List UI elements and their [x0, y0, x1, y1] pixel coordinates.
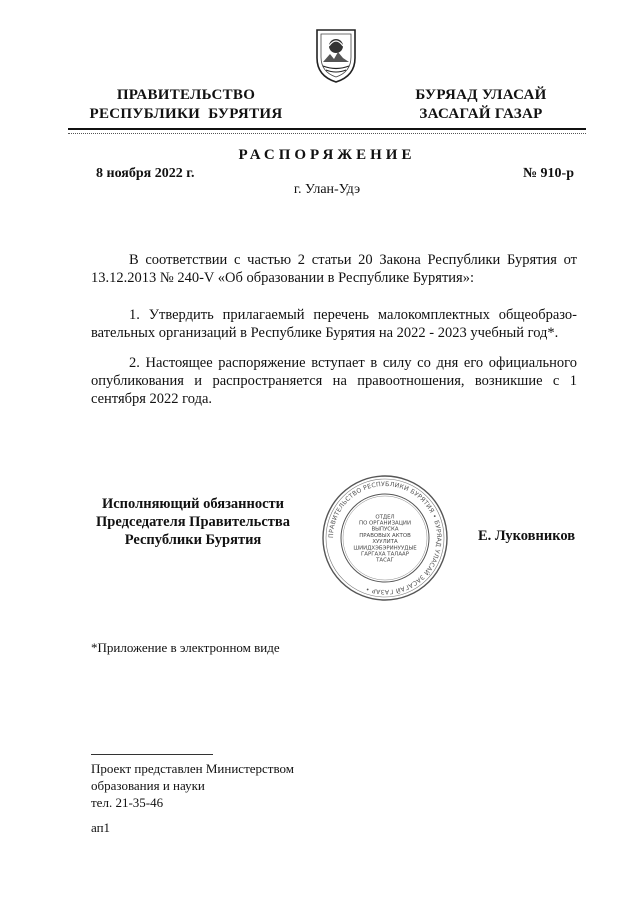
- stamp-center-line: ОТДЕЛ: [375, 514, 395, 521]
- stamp-center-line: ПРАВОВЫХ АКТОВ: [359, 532, 411, 539]
- footer-line1: Проект представлен Министерством: [91, 761, 295, 776]
- header-left: [78, 86, 294, 124]
- signatory-name: Е. Луковников: [478, 528, 576, 544]
- document-title: РАСПОРЯЖЕНИЕ: [238, 147, 416, 163]
- signatory-title-line2: Председателя Правительства: [96, 514, 290, 530]
- attachment-note: *Приложение в электронном виде: [91, 640, 280, 655]
- header-left-line2: РЕСПУБЛИКИ БУРЯТИЯ: [89, 106, 283, 122]
- header-left-line1: ПРАВИТЕЛЬСТВО: [116, 87, 256, 103]
- body-paragraph-3: 2. Настоящее распоряжение вступает в силу со дня его официального опубликования и распространяется на правоотношения, возникшие с 1 сентября 2022 года.: [91, 355, 577, 407]
- signatory-title: [80, 495, 306, 549]
- header-right: [398, 86, 564, 124]
- header-right-line2: ЗАСАГАЙ ГАЗАР: [419, 106, 543, 122]
- stamp-center-line: ШИИДХЭБЭРИНУУДЫЕ: [353, 545, 417, 552]
- stamp-center-line: ВЫПУСКА: [371, 526, 399, 533]
- header-dotted-divider: [68, 133, 586, 134]
- document-date: 8 ноября 2022 г.: [96, 166, 195, 181]
- document-number: № 910-р: [522, 166, 574, 181]
- signatory-title-line3: Республики Бурятия: [124, 532, 262, 548]
- coat-of-arms-emblem: [313, 24, 359, 84]
- footer-line2: образования и науки: [91, 778, 205, 793]
- document-city: г. Улан-Удэ: [293, 182, 361, 197]
- footer-divider: [91, 754, 213, 755]
- body-paragraph-1: В соответствии с частью 2 статьи 20 Закона Республики Бурятия от 13.12.2013 № 240-V «Об образовании в Республике Бурятия»:: [91, 252, 577, 286]
- header-right-line1: БУРЯАД УЛАСАЙ: [415, 87, 547, 103]
- body-paragraph-2: 1. Утвердить прилагаемый перечень малокомплектных общеобразо-вательных организаций в Республике Бурятия на 2022 - 2023 учебный год*.: [91, 307, 577, 341]
- footer-info: [91, 760, 294, 811]
- stamp-ring-text: ПРАВИТЕЛЬСТВО РЕСПУБЛИКИ БУРЯТИЯ • БУРЯАД УЛАСАЙ ЗАСАГАЙ ГАЗАР •: [327, 480, 443, 596]
- stamp-center-line: ТАСАГ: [376, 557, 394, 564]
- signatory-title-line1: Исполняющий обязанности: [101, 496, 285, 512]
- stamp-center-line: ГАРГАХА ТАЛААР: [361, 551, 409, 558]
- document-code: ап1: [91, 820, 111, 835]
- stamp-center-line: ПО ОРГАНИЗАЦИИ: [359, 520, 411, 527]
- stamp-center-line: ХУУЛИТА: [372, 539, 398, 546]
- footer-line3: тел. 21-35-46: [91, 795, 164, 810]
- header-divider: [68, 128, 586, 130]
- official-seal-stamp: [320, 474, 450, 602]
